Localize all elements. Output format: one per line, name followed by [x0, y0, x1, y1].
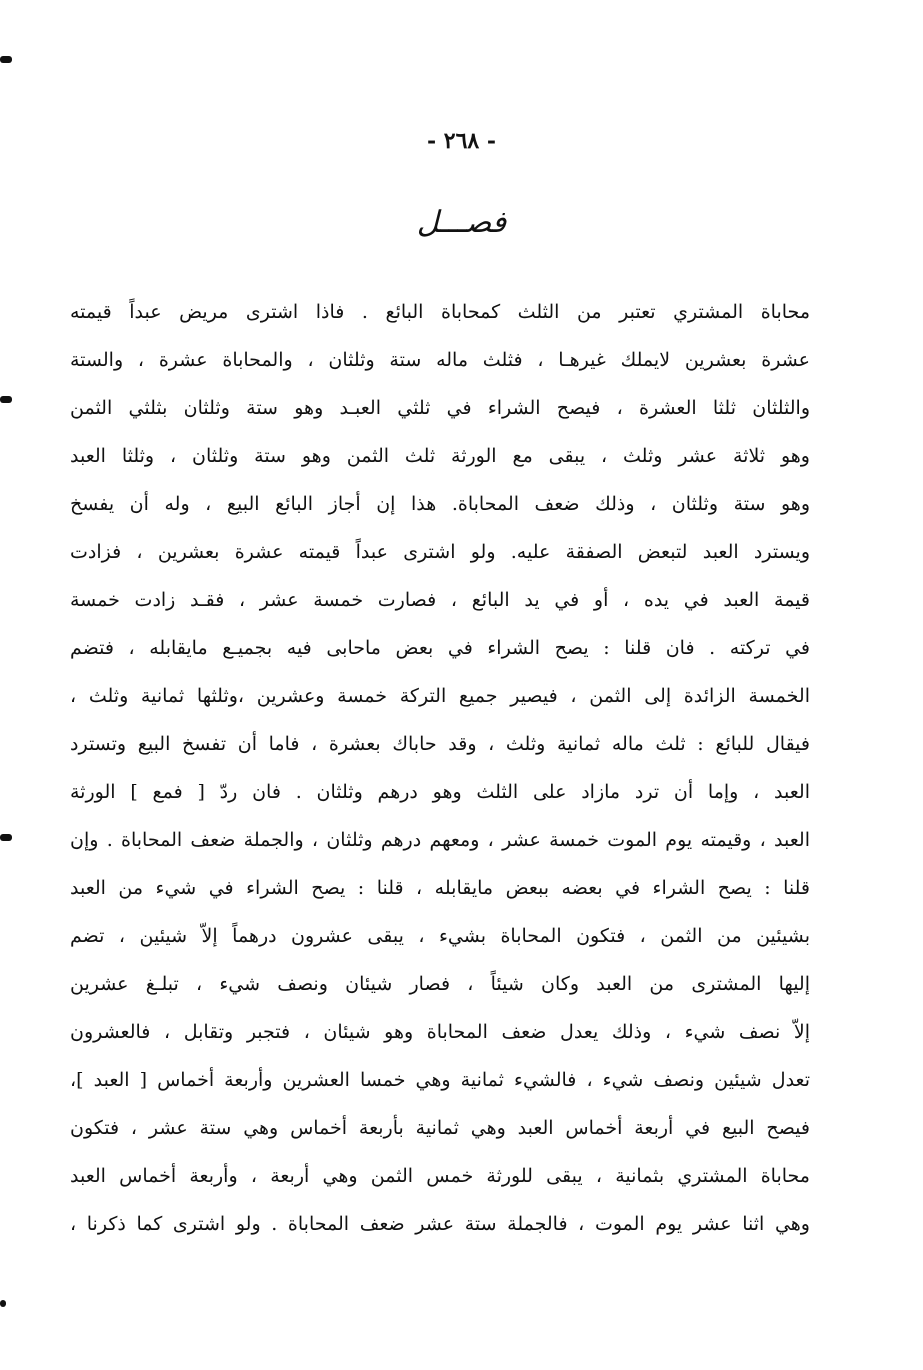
- text-line: قيمة العبد في يده ، أو في يد البائع ، فصارت خمسة عشر ، فقـد زادت خمسة: [70, 589, 810, 611]
- text-line: وهو ستة وثلثان ، وذلك ضعف المحاباة. هذا إن أجاز البائع البيع ، وله أن يفسخ: [70, 493, 810, 515]
- text-line: العبد ، وقيمته يوم الموت خمسة عشر ، ومعهم درهم وثلثان ، والجملة ضعف المحاباة . وإن: [70, 829, 810, 851]
- scan-edge-mark: [0, 1300, 6, 1307]
- text-line: تعدل شيئين ونصف شيء ، فالشيء ثمانية وهي خمسا العشرين وأربعة أخماس [ العبد ]،: [70, 1069, 810, 1091]
- text-line: في تركته . فان قلنا : يصح الشراء في بعض ماحابى فيه بجميـع مايقابله ، فتضم: [70, 637, 810, 659]
- text-line: قلنا : يصح الشراء في بعضه ببعض مايقابله ، قلنا : يصح الشراء في شيء من العبد: [70, 877, 810, 899]
- text-line: بشيئين من الثمن ، فتكون المحاباة بشيء ، يبقى عشرون درهماً إلاّ شيئين ، تضم: [70, 925, 810, 947]
- text-line: إليها المشترى من العبد وكان شيئاً ، فصار شيئان ونصف شيء ، تبلـغ عشرين: [70, 973, 810, 995]
- text-line: فيقال للبائع : ثلث ماله ثمانية وثلث ، وقد حاباك بعشرة ، فاما أن تفسخ البيع وتسترد: [70, 733, 810, 755]
- text-line: إلاّ نصف شيء ، وذلك يعدل ضعف المحاباة وهو شيئان ، فتجبر وتقابل ، فالعشرون: [70, 1021, 810, 1043]
- text-line: الخمسة الزائدة إلى الثمن ، فيصير جميع التركة خمسة وعشرين ،وثلثها ثمانية وثلث ،: [70, 685, 810, 707]
- text-line: محاباة المشتري تعتبر من الثلث كمحاباة البائع . فاذا اشترى مريض عبداً قيمته: [70, 301, 810, 323]
- text-line: ويسترد العبد لتبعض الصفقة عليه. ولو اشترى عبداً قيمته عشرة بعشرين ، فزادت: [70, 541, 810, 563]
- scan-edge-mark: [0, 396, 12, 403]
- scan-edge-mark: [0, 834, 12, 841]
- text-line: محاباة المشتري بثمانية ، يبقى للورثة خمس الثمن وهي أربعة ، وأربعة أخماس العبد: [70, 1165, 810, 1187]
- text-line: عشرة بعشرين لايملك غيرهـا ، فثلث ماله ستة وثلثان ، والمحاباة عشرة ، والستة: [70, 349, 810, 371]
- section-heading: فصـــل: [416, 205, 507, 240]
- scan-edge-mark: [0, 56, 12, 63]
- text-line: فيصح البيع في أربعة أخماس العبد وهي ثمانية بأربعة أخماس وهي ستة عشر ، فتكون: [70, 1117, 810, 1139]
- text-line: والثلثان ثلثا العشرة ، فيصح الشراء في ثلثي العبـد وهو ستة وثلثان بثلثي الثمن: [70, 397, 810, 419]
- body-text: [70, 288, 810, 1248]
- text-line: العبد ، وإما أن ترد مازاد على الثلث وهو درهم وثلثان . فان ردّ [ فمع ] الورثة: [70, 781, 810, 803]
- text-line: وهي اثنا عشر يوم الموت ، فالجملة ستة عشر ضعف المحاباة . ولو اشترى كما ذكرنا ،: [70, 1213, 810, 1235]
- page-number: - ٢٦٨ -: [426, 128, 497, 154]
- text-line: وهو ثلاثة عشر وثلث ، يبقى مع الورثة ثلث الثمن وهو ستة وثلثان ، وثلثا العبد: [70, 445, 810, 467]
